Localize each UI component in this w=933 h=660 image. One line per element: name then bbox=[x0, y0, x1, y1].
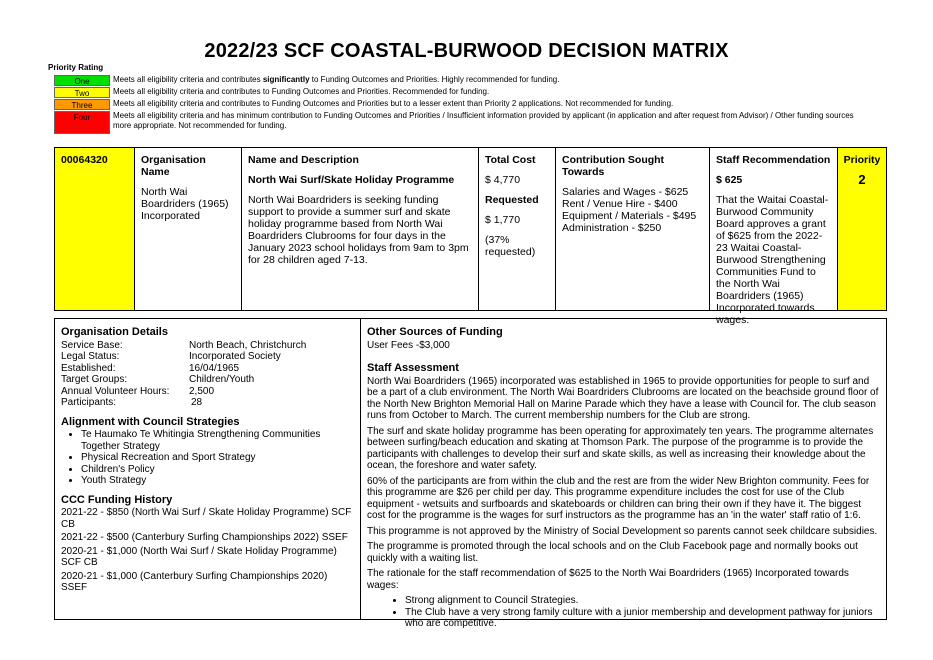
other-funding-text: User Fees -$3,000 bbox=[367, 339, 450, 351]
details-section bbox=[54, 318, 887, 629]
requested-amount: $ 1,770 bbox=[485, 214, 521, 226]
detail-value: North Beach, Christchurch bbox=[189, 339, 307, 351]
detail-row bbox=[61, 374, 354, 386]
alignment-list bbox=[61, 429, 354, 487]
page-title: 2022/23 SCF COASTAL-BURWOOD DECISION MATRIX bbox=[204, 40, 729, 62]
priority-rating-heading: Priority Rating bbox=[48, 63, 104, 72]
right-assessment-pane bbox=[361, 319, 886, 629]
contribution-cell bbox=[556, 148, 710, 310]
detail-value: 28 bbox=[191, 397, 203, 408]
funding-history-heading: CCC Funding History bbox=[61, 493, 173, 506]
name-description-header: Name and Description bbox=[248, 154, 359, 166]
detail-value: Children/Youth bbox=[189, 374, 255, 385]
assessment-paragraph: North Wai Boardriders (1965) incorporated was established in 1965 to provide opportunities for people to surf and be a part of a club environment. The North Wai Boardriders Clubrooms are located on the beachside ground floor of the North New Brighton Memorial Hall on Marine Parade which they have a lease with Council for. The club season runs from October to March. The current membership numbers for the Club are strong. bbox=[367, 375, 879, 421]
alignment-heading: Alignment with Council Strategies bbox=[61, 415, 240, 428]
detail-value: 2,500 bbox=[189, 385, 215, 397]
priority-header: Priority bbox=[843, 154, 881, 166]
detail-row bbox=[61, 386, 354, 398]
assessment-paragraph: The rationale for the staff recommendation of $625 to the North Wai Boardriders (1965) Incorporated towards wages: bbox=[367, 568, 849, 591]
staff-recommendation-header: Staff Recommendation bbox=[716, 154, 831, 166]
detail-row bbox=[61, 340, 354, 352]
organisation-cell bbox=[135, 148, 242, 310]
detail-row bbox=[61, 397, 354, 409]
left-details-pane bbox=[55, 319, 361, 619]
priority-description-emphasis: significantly bbox=[262, 75, 310, 84]
requested-label: Requested bbox=[485, 194, 539, 206]
funding-history-item: 2021-22 - $850 (North Wai Surf / Skate Holiday Programme) SCF CB bbox=[61, 507, 352, 530]
contribution-item: Salaries and Wages - $625 bbox=[562, 186, 689, 198]
priority-description bbox=[113, 111, 873, 131]
priority-description-text: Meets all eligibility criteria and contributes to Funding Outcomes and Priorities. Recommended for funding. bbox=[113, 87, 490, 96]
application-id: 00064320 bbox=[61, 154, 108, 166]
rationale-list bbox=[367, 595, 880, 630]
assessment-paragraph: 60% of the participants are from within the club and the rest are from the wider New Brighton community. Fees for this programme are $26 per child per day. This programme expenditure includes the cost for use of the Club equipment - wetsuits and surfboards and skateboards or children can bring their own if they have it. The biggest cost for the programme is the wages for surf instructors as the programme has an 'in the water' staff ratio of 1:6. bbox=[367, 475, 870, 521]
detail-row bbox=[61, 351, 354, 363]
assessment-paragraph: This programme is not approved by the Ministry of Social Development so parents cannot seek childcare subsidies. bbox=[367, 525, 878, 537]
staff-recommendation-amount: $ 625 bbox=[716, 174, 743, 186]
priority-description bbox=[113, 87, 873, 97]
contribution-item: Equipment / Materials - $495 bbox=[562, 210, 697, 222]
funding-history-item: 2020-21 - $1,000 (North Wai Surf / Skate Holiday Programme) SCF CB bbox=[61, 545, 337, 568]
detail-key: Target Groups: bbox=[61, 374, 128, 385]
detail-row bbox=[61, 363, 354, 375]
contribution-header: Contribution Sought Towards bbox=[562, 154, 665, 178]
priority-value: 2 bbox=[858, 172, 866, 187]
alignment-item: • Te Haumako Te Whitingia Strengthening Communities Together Strategy bbox=[81, 429, 354, 452]
priority-swatch: One bbox=[54, 75, 110, 86]
priority-description bbox=[113, 99, 873, 109]
summary-table bbox=[54, 147, 887, 326]
other-funding-heading: Other Sources of Funding bbox=[367, 326, 503, 338]
requested-percent: (37% requested) bbox=[485, 234, 536, 258]
cost-cell bbox=[479, 148, 556, 310]
name-description-cell bbox=[242, 148, 479, 310]
alignment-item: • Children's Policy bbox=[81, 464, 354, 476]
contribution-item: Administration - $250 bbox=[562, 222, 662, 234]
org-details-heading: Organisation Details bbox=[61, 326, 168, 338]
priority-description-text: Meets all eligibility criteria and contributes to Funding Outcomes and Priorities but to a lesser extent than Priority 2 applications. Not recommended for funding. bbox=[113, 99, 674, 108]
priority-description bbox=[113, 75, 873, 85]
priority-cell bbox=[838, 148, 886, 310]
total-cost: $ 4,770 bbox=[485, 174, 521, 186]
rationale-item: • The Club have a very strong family culture with a junior membership and development pathway for juniors who are competitive. bbox=[405, 607, 880, 630]
detail-value: 16/04/1965 bbox=[189, 362, 240, 374]
assessment-paragraph: The surf and skate holiday programme has been operating for approximately ten years. The programme alternates between surfing/beach education and skating at Thomson Park. The purpose of the programme is to provide the participants with challenges to develop their surf and skate skills, as well as increasing their knowledge about the ocean, the foreshore and water safety. bbox=[367, 425, 874, 471]
detail-value: Incorporated Society bbox=[189, 351, 281, 362]
org-name: North Wai Boardriders (1965) Incorporated bbox=[141, 186, 229, 222]
detail-key: Established: bbox=[61, 362, 116, 374]
funding-history-item: 2021-22 - $500 (Canterbury Surfing Championships 2022) SSEF bbox=[61, 532, 348, 543]
detail-key: Participants: bbox=[61, 397, 117, 408]
priority-description-text: Meets all eligibility criteria and contributes bbox=[113, 75, 263, 84]
detail-key: Service Base: bbox=[61, 339, 123, 351]
detail-key: Annual Volunteer Hours: bbox=[61, 385, 170, 397]
funding-history-item: 2020-21 - $1,000 (Canterbury Surfing Championships 2020) SSEF bbox=[61, 570, 328, 593]
rationale-item: • Strong alignment to Council Strategies. bbox=[405, 595, 880, 607]
priority-swatch: Two bbox=[54, 87, 110, 98]
priority-swatch: Four bbox=[54, 111, 110, 134]
project-name: North Wai Surf/Skate Holiday Programme bbox=[248, 174, 455, 186]
priority-description-text: to Funding Outcomes and Priorities. Highly recommended for funding. bbox=[309, 75, 560, 84]
application-id-cell bbox=[55, 148, 135, 310]
staff-recommendation-text: That the Waitai Coastal-Burwood Community Board approves a grant of $625 from the 2022-23 Waitai Coastal-Burwood Strengthening Communities Fund to the North Wai Boardriders (1965) Incorporated towards wages. bbox=[716, 194, 829, 326]
alignment-item: • Physical Recreation and Sport Strategy bbox=[81, 452, 354, 464]
project-description: North Wai Boardriders is seeking funding support to provide a summer surf and skate holiday programme based from North Wai Boardriders Clubrooms for four days in the January 2023 school holidays from 9am to 3pm for 28 children aged 7-13. bbox=[248, 194, 469, 266]
detail-key: Legal Status: bbox=[61, 351, 120, 362]
org-name-header: Organisation Name bbox=[141, 154, 206, 178]
total-cost-header: Total Cost bbox=[485, 154, 536, 166]
alignment-item: • Youth Strategy bbox=[81, 475, 354, 487]
assessment-paragraph: The programme is promoted through the local schools and on the Club Facebook page and normally books out quickly with a waiting list. bbox=[367, 541, 858, 564]
staff-recommendation-cell bbox=[710, 148, 838, 326]
priority-swatch: Three bbox=[54, 99, 110, 110]
contribution-item: Rent / Venue Hire - $400 bbox=[562, 198, 678, 210]
staff-assessment-heading: Staff Assessment bbox=[367, 362, 459, 374]
priority-description-text: Meets all eligibility criteria and has minimum contribution to Funding Outcomes and Priorities / Insufficient information provided by applicant (in application and after request from Advisor) / Other funding sources more appropriate. Not recommended for funding. bbox=[113, 111, 854, 130]
